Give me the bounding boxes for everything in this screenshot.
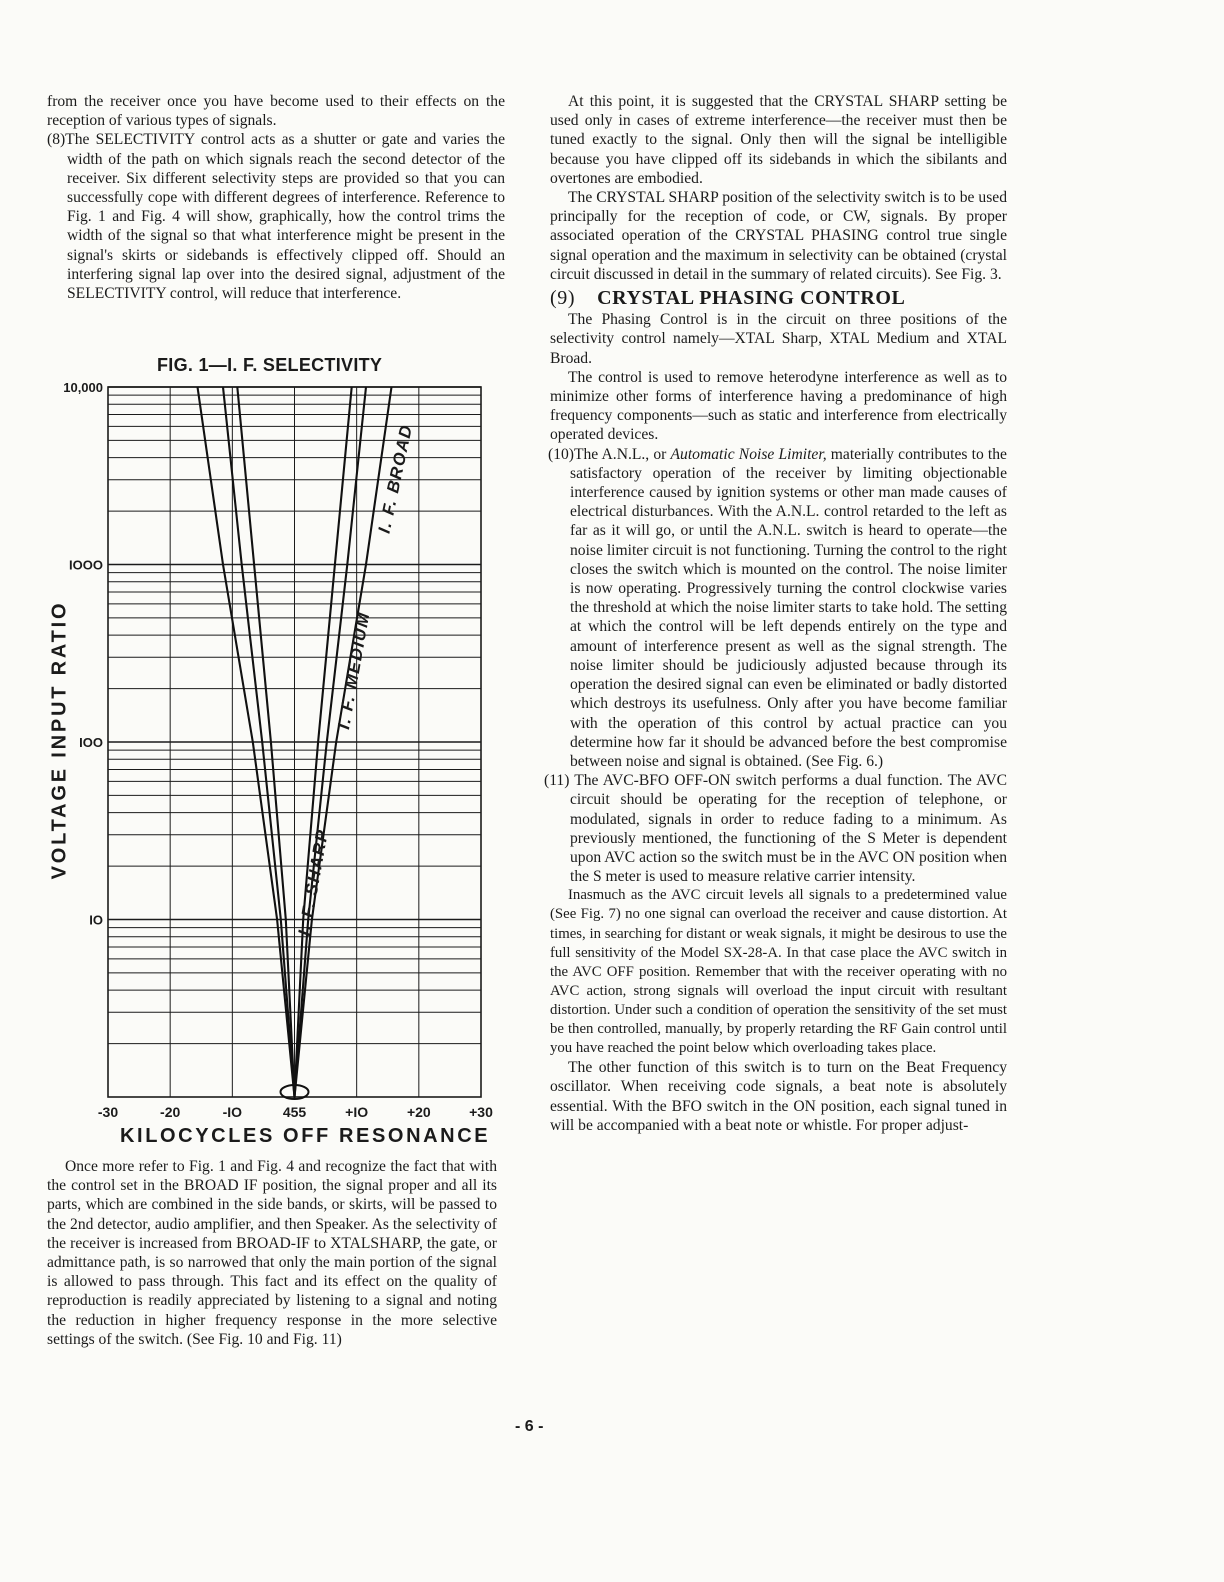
x-tick-label: +20 <box>406 1104 431 1120</box>
paragraph-11-avc: (11) The AVC-BFO OFF-ON switch performs a dual function. The AVC circuit should be operating for the reception of telephone, or modulated, signals in order to reduce fading to a minimum. As previously mentioned, the functioning of the S Meter is dependent upon AVC action so the switch must be in the AVC ON position when the S meter is used to measure relative carrier intensity. <box>544 772 1007 886</box>
section-title: CRYSTAL PHASING CONTROL <box>597 287 906 310</box>
section-heading <box>550 289 1007 308</box>
text-run-italic: Automatic Noise Limiter, <box>670 445 827 463</box>
paragraph: The control is used to remove heterodyne interference as well as to minimize other forms of interference having a predominance of high frequency components—such as static and interference from electrically operated devices. <box>550 368 1007 444</box>
x-tick-label: -20 <box>160 1104 181 1120</box>
section-number: (9) <box>550 287 576 310</box>
page-number: - 6 - <box>515 1418 544 1435</box>
paragraph-10-anl <box>548 445 1007 771</box>
x-tick-label: 455 <box>282 1104 307 1120</box>
y-tick-label: IOOO <box>69 557 103 573</box>
x-tick-label: -IO <box>222 1104 243 1120</box>
x-axis-title: KILOCYCLES OFF RESONANCE <box>120 1125 491 1147</box>
series-label: I. F. MEDIUM <box>334 610 374 731</box>
series-label: I. F. BROAD <box>374 422 417 535</box>
paragraph: The other function of this switch is to turn on the Beat Frequency oscillator. When receiving code signals, a beat note is absolutely essential. With the BFO switch in the ON position, each signal tuned in will be accompanied with a beat note or whistle. For proper adjust- <box>550 1059 1007 1134</box>
x-tick-label: +30 <box>469 1104 493 1120</box>
paragraph: from the receiver once you have become used to their effects on the reception of various types of signals. <box>47 93 505 130</box>
text-run: materially contributes to the satisfactory operation of the receiver by limiting objectionable interference caused by ignition systems or other man made causes of electrical disturbances. With the A.N.L. control retarded to the left as far as it will go, or until the A.N.L. switch is heard to operate—the noise limiter circuit is not functioning. Turning the control to the right closes the switch which is mounted on the control. The noise limiter is now operating. Progressively turning the control clockwise varies the threshold at which the noise limiter starts to take hold. The setting at which the control will be left depends entirely on the type and amount of interference present as well as the signal strength. The noise limiter should be judiciously adjusted because through its operation the desired signal can even be eliminated or badly distorted which destroys its usefulness. Only after you have become familiar with the operation of this control by actual practice can you determine how far it should be advanced before the best compromise between noise and signal is obtained. (See Fig. 6.) <box>570 445 1007 770</box>
x-tick-label: +IO <box>345 1104 369 1120</box>
paragraph: At this point, it is suggested that the CRYSTAL SHARP setting be used only in cases of extreme interference—the receiver must then be tuned exactly to the signal. Only then will the signal be intelligible because you have clipped off its sidebands in which the sibilants and overtones are embodied. <box>550 93 1007 187</box>
right-column <box>544 92 1007 1135</box>
x-tick-label: -30 <box>97 1104 119 1120</box>
y-tick-label: IO <box>89 912 103 928</box>
paragraph: The Phasing Control is in the circuit on three positions of the selectivity control namely—XTAL Sharp, XTAL Medium and XTAL Broad. <box>550 311 1007 367</box>
paragraph-8-selectivity: (8)The SELECTIVITY control acts as a shutter or gate and varies the width of the path on which signals reach the second detector of the receiver. Six different selectivity steps are provided so that you can successfully cope with different degrees of interference. Reference to Fig. 1 and Fig. 4 will show, graphically, how the control trims the width of the signal so that what interference might be present in the signal's skirts or sidebands is effectively clipped off. Should an interfering signal lap over into the desired signal, adjustment of the SELECTIVITY control, will reduce that interference. <box>47 131 505 303</box>
figure-title: FIG. 1—I. F. SELECTIVITY <box>157 355 383 375</box>
paragraph: Once more refer to Fig. 1 and Fig. 4 and recognize the fact that with the control set in the BROAD IF position, the signal proper and all its parts, which are combined in the side bands, or skirts, will be passed to the 2nd detector, audio amplifier, and then Speaker. As the selectivity of the receiver is increased from BROAD-IF to XTALSHARP, the gate, or admittance path, is so narrowed that only the main portion of the signal is allowed to pass through. This fact and its effect on the quality of reproduction is readily appreciated by listening to a signal and noting the reduction in higher frequency response in the more selective settings of the switch. (See Fig. 10 and Fig. 11) <box>47 1158 497 1348</box>
series-label: I. F. SHARP <box>294 827 333 938</box>
left-column-bottom <box>47 1157 497 1349</box>
text-run: (10)The A.N.L., or <box>548 445 671 463</box>
y-tick-label: IOO <box>79 735 103 750</box>
paragraph: Inasmuch as the AVC circuit levels all signals to a predetermined value (See Fig. 7) no one signal can overload the receiver and cause distortion. At times, in searching for distant or weak signals, it might be desirous to use the full sensitivity of the Model SX-28-A. In that case place the AVC switch in the AVC OFF position. Remember that with the receiver operating with no AVC action, strong signals will overload the input circuit with resultant distortion. Under such a condition of operation the sensitivity of the set must be then controlled, manually, by properly retarding the RF Gain control until you have reached the point below which overloading takes place. <box>550 887 1007 1057</box>
paragraph: The CRYSTAL SHARP position of the selectivity switch is to be used principally for the reception of code, or CW, signals. By proper associated operation of the CRYSTAL PHASING control true single signal operation and the maximum in selectivity can be obtained (crystal circuit discussed in detail in the summary of related circuits). See Fig. 3. <box>550 189 1007 283</box>
y-tick-label: 10,000 <box>63 380 103 395</box>
y-axis-title: VOLTAGE INPUT RATIO <box>48 600 71 880</box>
